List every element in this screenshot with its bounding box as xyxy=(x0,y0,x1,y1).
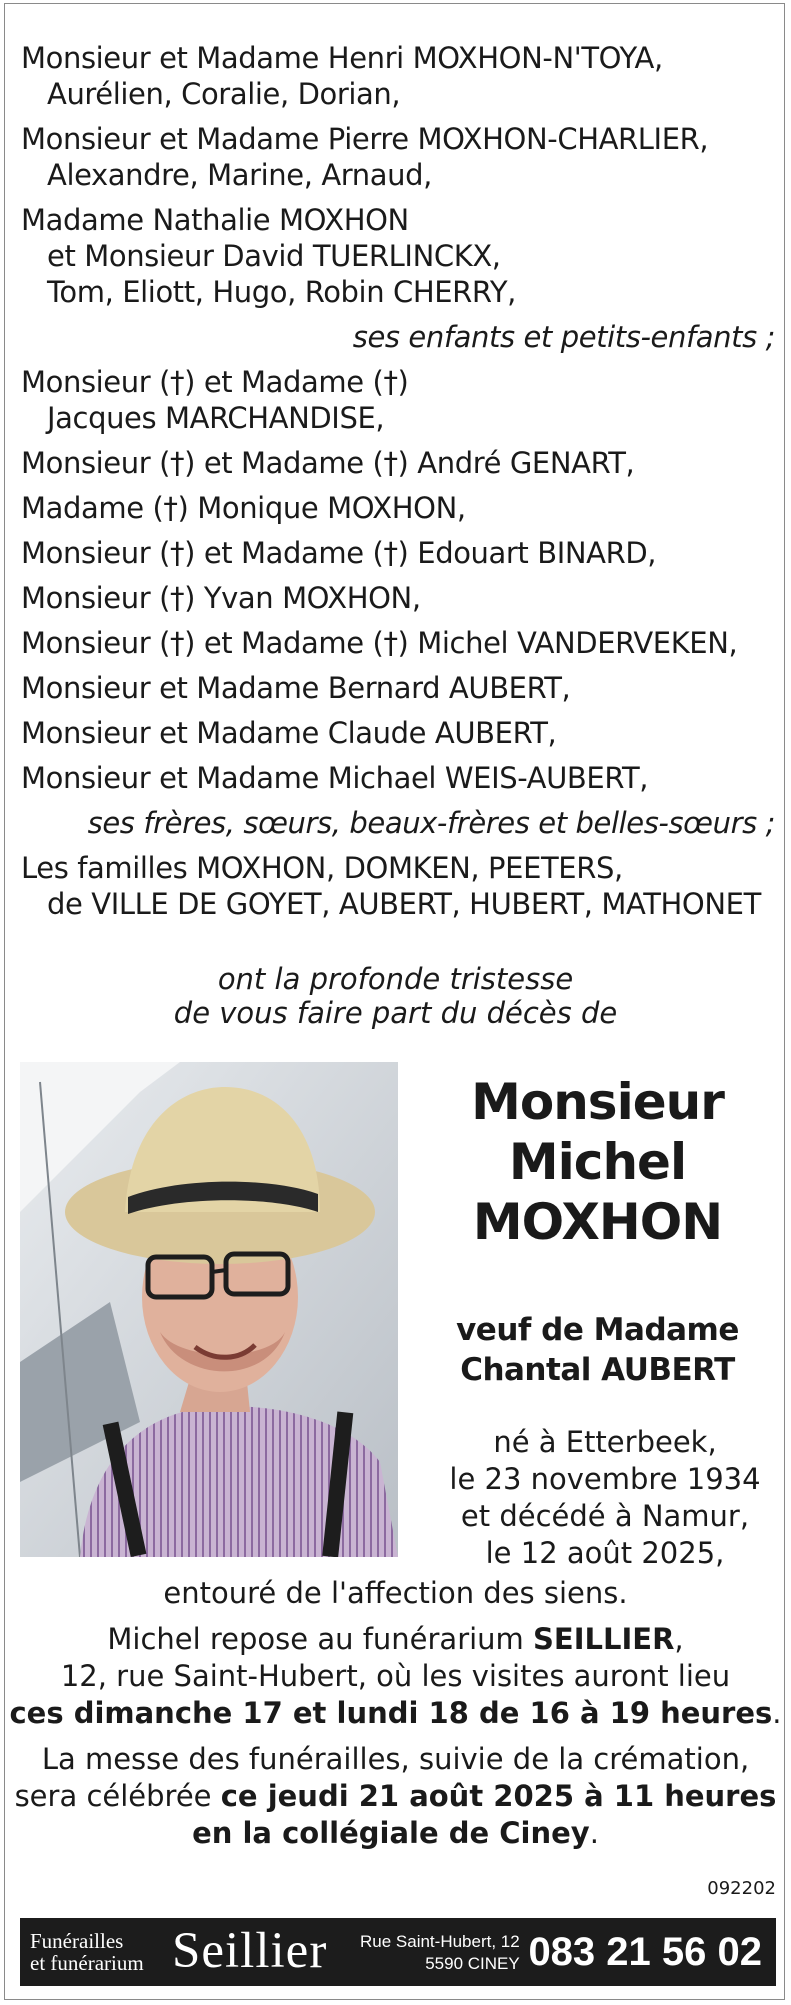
family-line: Monsieur (†) et Madame (†) Edouart BINARD, xyxy=(21,536,657,570)
deceased-last-name: MOXHON xyxy=(472,1193,723,1251)
visitation-dates xyxy=(0,1695,791,1732)
banner-brand: Seillier xyxy=(172,1923,328,1979)
funeral-location: en la collégiale de Ciney xyxy=(192,1816,590,1850)
family-line: Aurélien, Coralie, Dorian, xyxy=(47,77,401,111)
bio-line: né à Etterbeek, xyxy=(493,1425,717,1459)
intro-line: de vous faire part du décès de xyxy=(173,996,618,1030)
funeral-home-banner xyxy=(20,1918,776,1986)
family-line: Monsieur (†) et Madame (†) xyxy=(21,365,409,399)
family-line: Monsieur et Madame Bernard AUBERT, xyxy=(21,671,571,705)
funeral-line xyxy=(0,1815,791,1852)
visitation-text: . xyxy=(772,1696,782,1730)
banner-label-line: Funérailles xyxy=(30,1929,124,1953)
address-line: Rue Saint-Hubert, 12 xyxy=(360,1932,520,1951)
address-line: 5590 CINEY xyxy=(425,1954,520,1973)
family-line: Monsieur et Madame Henri MOXHON-N'TOYA, xyxy=(21,41,663,75)
banner-phone: 083 21 56 02 xyxy=(528,1930,762,1974)
family-line: Alexandre, Marine, Arnaud, xyxy=(47,158,432,192)
banner-label xyxy=(30,1930,144,1974)
family-line: Monsieur (†) et Madame (†) Michel VANDERVEKEN, xyxy=(21,626,738,660)
funeral-text: sera célébrée xyxy=(14,1779,221,1813)
birth-death-info xyxy=(420,1424,790,1572)
family-line: Les familles MOXHON, DOMKEN, PEETERS, xyxy=(21,851,623,885)
family-line: Monsieur et Madame Pierre MOXHON-CHARLIER, xyxy=(21,122,709,156)
intro-line: ont la profonde tristesse xyxy=(217,962,574,996)
reference-number: 092202 xyxy=(707,1878,776,1899)
funeral-date: ce jeudi 21 août 2025 à 11 heures xyxy=(220,1779,777,1813)
bio-line: et décédé à Namur, xyxy=(460,1499,750,1533)
family-line: et Monsieur David TUERLINCKX, xyxy=(47,239,501,273)
spouse-info xyxy=(420,1310,775,1390)
visitation-line: 12, rue Saint-Hubert, où les visites auront lieu xyxy=(60,1659,731,1693)
banner-label-line: et funérarium xyxy=(30,1951,144,1975)
funeral-line xyxy=(0,1778,791,1815)
visitation-dates-text: ces dimanche 17 et lundi 18 de 16 à 19 heures xyxy=(9,1696,773,1730)
visitation-text: , xyxy=(674,1622,684,1656)
announcement-intro xyxy=(0,962,791,1030)
surrounded-line: entouré de l'affection des siens. xyxy=(163,1576,628,1610)
portrait-illustration xyxy=(20,1062,398,1557)
portrait-photo xyxy=(20,1062,398,1557)
funeral-home-name: SEILLIER xyxy=(533,1622,675,1656)
spouse-line: veuf de Madame xyxy=(456,1312,739,1348)
family-line: Madame (†) Monique MOXHON, xyxy=(21,491,466,525)
family-line: Monsieur et Madame Michael WEIS-AUBERT, xyxy=(21,761,649,795)
deceased-name xyxy=(420,1072,775,1252)
visitation-text: Michel repose au funérarium xyxy=(107,1622,534,1656)
funeral-line: La messe des funérailles, suivie de la crémation, xyxy=(41,1742,750,1776)
family-line: Madame Nathalie MOXHON xyxy=(21,203,409,237)
family-line: Tom, Eliott, Hugo, Robin CHERRY, xyxy=(47,275,516,309)
family-line: de VILLE DE GOYET, AUBERT, HUBERT, MATHONET xyxy=(47,887,761,921)
family-line: Jacques MARCHANDISE, xyxy=(47,401,385,435)
visitation-line xyxy=(0,1621,791,1658)
relation-caption: ses frères, sœurs, beaux-frères et belles-sœurs ; xyxy=(87,806,775,840)
banner-address xyxy=(360,1931,520,1975)
family-line: Monsieur et Madame Claude AUBERT, xyxy=(21,716,557,750)
bio-line: le 12 août 2025, xyxy=(485,1536,725,1570)
deceased-title: Monsieur xyxy=(471,1073,724,1131)
relation-caption: ses enfants et petits-enfants ; xyxy=(352,320,775,354)
deceased-first-name: Michel xyxy=(508,1133,687,1191)
ceremony-details xyxy=(0,1575,791,1852)
bio-line: le 23 novembre 1934 xyxy=(449,1462,761,1496)
funeral-text: . xyxy=(589,1816,599,1850)
family-line: Monsieur (†) Yvan MOXHON, xyxy=(21,581,421,615)
spouse-line: Chantal AUBERT xyxy=(460,1352,735,1388)
family-line: Monsieur (†) et Madame (†) André GENART, xyxy=(21,446,635,480)
family-list xyxy=(21,40,781,922)
